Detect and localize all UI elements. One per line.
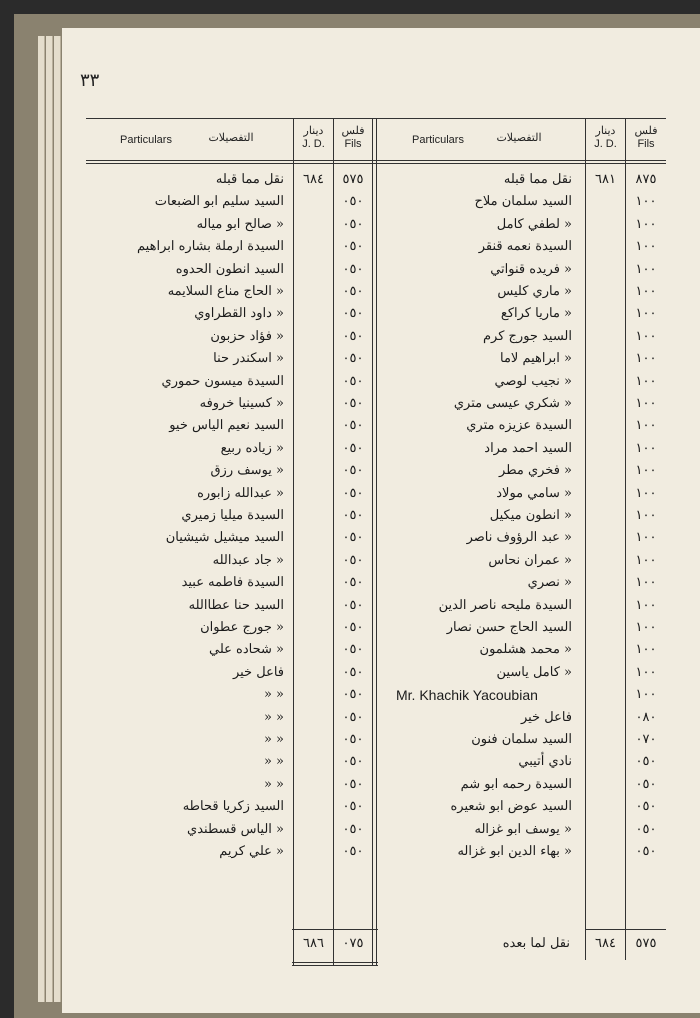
right-row-name: « محمد هشلمون	[479, 642, 572, 658]
header-fils-ar: فلس	[341, 125, 365, 137]
left-row-dinar	[294, 751, 333, 773]
right-row-dinar	[586, 572, 625, 594]
right-row-name: السيد سلمان ملاح	[474, 194, 572, 210]
page-edge	[38, 36, 45, 1002]
right-row-name: السيد سلمان فنون	[471, 732, 572, 747]
left-row-fils: ٠٥٠	[342, 642, 364, 658]
left-row-name: السيد حنا عطاالله	[188, 597, 284, 613]
right-row-name: « عبد الرؤوف ناصر	[466, 530, 572, 546]
left-row-dinar: ٦٨٤	[303, 172, 324, 187]
left-row-name: فاعل خير	[232, 664, 284, 680]
right-row-fils: ١٠٠	[635, 508, 657, 523]
left-total-rule-double	[292, 965, 378, 966]
left-row-name: « يوسف رزق	[210, 463, 284, 479]
left-row-fils: ٠٥٠	[342, 575, 364, 591]
left-total-fils: ٠٧٥	[342, 936, 364, 951]
right-row-dinar	[586, 550, 625, 572]
left-row-dinar	[294, 841, 333, 863]
right-header-dinar	[586, 125, 625, 151]
left-row-dinar	[294, 819, 333, 841]
right-row-fils: ١٠٠	[635, 664, 657, 680]
left-row-dinar	[294, 684, 333, 706]
left-row-fils: ٠٥٠	[342, 508, 364, 523]
right-row-fils: ١٠٠	[635, 440, 657, 456]
left-row-dinar	[294, 214, 333, 236]
right-row-fils: ١٠٠	[635, 396, 657, 411]
right-row-name: « سامي مولاد	[496, 485, 572, 501]
left-row-fils: ٠٥٠	[342, 687, 364, 703]
right-row-fils: ١٠٠	[635, 463, 657, 479]
left-row-dinar	[294, 572, 333, 594]
left-row-fils: ٠٥٠	[342, 664, 364, 680]
right-row-fils: ٠٥٠	[635, 821, 657, 837]
left-row-name: السيد سليم ابو الضبعات	[154, 194, 284, 210]
right-row-fils: ٨٧٥	[635, 172, 657, 187]
left-row-dinar	[294, 729, 333, 751]
right-row-dinar	[586, 326, 625, 348]
left-row-fils: ٠٥٠	[342, 351, 364, 367]
right-row-fils: ٠٥٠	[635, 844, 657, 859]
right-row-name: « بهاء الدين ابو غزاله	[457, 844, 572, 859]
right-header-particulars-en: Particulars	[412, 134, 464, 146]
right-row-fils: ١٠٠	[635, 687, 657, 703]
left-row-fils: ٠٥٠	[342, 485, 364, 501]
right-row-name: Mr. Khachik Yacoubian	[396, 687, 538, 704]
right-row-fils: ١٠٠	[635, 575, 657, 591]
left-total-rule-bottom	[292, 962, 378, 963]
right-row-name: « نصري	[527, 575, 572, 591]
left-row-fils: ٠٥٠	[342, 261, 364, 277]
left-row-dinar	[294, 438, 333, 460]
right-header-fils	[626, 125, 666, 151]
left-row-dinar	[294, 393, 333, 415]
right-row-dinar	[586, 729, 625, 751]
left-row-name: « عبدالله زابوره	[197, 485, 284, 501]
left-row-fils: ٠٥٠	[342, 552, 364, 568]
right-row-dinar	[586, 191, 625, 213]
right-row-name: السيد عوض ابو شعيره	[450, 799, 572, 815]
right-row-name: « ماريا كراكع	[500, 306, 572, 322]
left-row-name: السيدة فاطمه عبيد	[181, 575, 284, 591]
left-row-fils: ٠٥٠	[342, 328, 364, 344]
center-rule-double	[376, 118, 377, 966]
right-row-name: السيدة مليحه ناصر الدين	[438, 597, 572, 613]
left-row-dinar	[294, 303, 333, 325]
header-dinar-ar: دينار	[303, 125, 324, 137]
page-edge	[54, 36, 61, 1002]
right-row-fils: ١٠٠	[635, 530, 657, 546]
left-row-name: السيد زكريا قحاطه	[182, 799, 284, 815]
right-row-dinar	[586, 214, 625, 236]
left-row-name: « الياس قسطندي	[187, 821, 284, 837]
left-row-name: « فؤاد حزبون	[210, 328, 284, 344]
left-row-name: « «	[263, 687, 284, 703]
left-row-name: « زياده ربيع	[220, 440, 284, 456]
right-row-dinar	[586, 505, 625, 527]
right-row-dinar	[586, 460, 625, 482]
right-row-name: السيدة نعمه قنقر	[478, 239, 572, 255]
right-row-dinar	[586, 639, 625, 661]
page-edge	[46, 36, 53, 1002]
right-row-fils: ١٠٠	[635, 261, 657, 277]
left-row-dinar	[294, 639, 333, 661]
right-row-name: « ماري كليس	[497, 284, 572, 299]
right-row-name: « فريده قنواتي	[490, 261, 572, 277]
header-dinar-en: J. D.	[302, 138, 325, 150]
left-row-dinar	[294, 662, 333, 684]
right-row-dinar	[586, 819, 625, 841]
right-row-dinar	[586, 841, 625, 863]
right-row-dinar	[586, 371, 625, 393]
right-row-dinar	[586, 303, 625, 325]
left-row-dinar	[294, 259, 333, 281]
left-row-name: السيد ميشيل شيشيان	[165, 530, 284, 546]
left-row-fils: ٠٥٠	[342, 620, 364, 635]
right-row-fils: ١٠٠	[635, 552, 657, 568]
right-total-dinar: ٦٨٤	[595, 936, 616, 951]
right-total-fils: ٥٧٥	[635, 936, 657, 951]
left-row-fils: ٠٥٠	[342, 821, 364, 837]
left-header-particulars-en: Particulars	[120, 134, 172, 146]
right-row-fils: ١٠٠	[635, 216, 657, 232]
right-row-dinar	[586, 617, 625, 639]
right-row-name: السيد جورج كرم	[482, 328, 572, 344]
left-row-name: السيدة ارملة بشاره ابراهيم	[137, 239, 284, 255]
right-row-fils: ١٠٠	[635, 373, 657, 389]
right-row-dinar	[586, 662, 625, 684]
left-row-fils: ٠٥٠	[342, 194, 364, 210]
left-row-name: نقل مما قبله	[215, 172, 284, 187]
left-row-name: « جورج عطوان	[200, 620, 284, 635]
right-row-name: « انطون ميكيل	[489, 508, 572, 523]
header-dinar-ar: دينار	[595, 125, 616, 137]
left-row-dinar	[294, 527, 333, 549]
right-row-dinar	[586, 707, 625, 729]
right-row-dinar	[586, 281, 625, 303]
right-row-name: نقل مما قبله	[503, 172, 572, 187]
left-header-dinar	[294, 125, 333, 151]
right-row-name: « نجيب لوصي	[494, 373, 572, 389]
right-row-fils: ٠٥٠	[635, 776, 657, 792]
left-row-fils: ٠٥٠	[342, 373, 364, 389]
left-row-name: « داود القطراوي	[194, 306, 284, 322]
header-fils-ar: فلس	[634, 125, 658, 137]
left-row-fils: ٠٥٠	[342, 216, 364, 232]
left-row-fils: ٠٥٠	[342, 239, 364, 255]
right-row-fils: ١٠٠	[635, 328, 657, 344]
left-row-name: « شحاده علي	[209, 642, 284, 658]
left-row-dinar	[294, 617, 333, 639]
left-row-name: « «	[263, 732, 284, 747]
right-row-fils: ٠٥٠	[635, 799, 657, 815]
page-number: ٣٣	[80, 70, 100, 91]
right-row-name: « كامل ياسين	[496, 664, 572, 680]
right-header-particulars-ar: التفصيلات	[496, 132, 542, 144]
right-row-name: السيدة عزيزه متري	[466, 418, 572, 434]
right-row-name: السيد الحاج حسن نصار	[446, 620, 572, 635]
right-row-fils: ١٠٠	[635, 418, 657, 434]
right-row-fils: ١٠٠	[635, 597, 657, 613]
right-row-fils: ١٠٠	[635, 239, 657, 255]
header-dinar-en: J. D.	[594, 138, 617, 150]
right-row-dinar	[586, 684, 625, 706]
left-row-fils: ٠٥٠	[342, 709, 364, 725]
left-row-name: « «	[263, 709, 284, 725]
right-row-dinar	[586, 393, 625, 415]
left-row-fils: ٠٥٠	[342, 754, 364, 770]
left-row-name: « صالح ابو مياله	[196, 216, 284, 232]
left-row-fils: ٠٥٠	[342, 799, 364, 815]
right-row-dinar	[586, 259, 625, 281]
right-row-dinar	[586, 348, 625, 370]
left-row-dinar	[294, 550, 333, 572]
left-row-fils: ٥٧٥	[342, 172, 364, 187]
header-fils-en: Fils	[344, 138, 362, 150]
right-row-dinar	[586, 527, 625, 549]
right-row-dinar	[586, 774, 625, 796]
right-row-name: « فخري مطر	[499, 463, 572, 479]
left-row-name: السيدة ميسون حموري	[161, 373, 284, 389]
left-row-fils: ٠٥٠	[342, 776, 364, 792]
left-row-fils: ٠٥٠	[342, 306, 364, 322]
left-header-fils	[334, 125, 372, 151]
right-row-fils: ١٠٠	[635, 485, 657, 501]
left-row-fils: ٠٥٠	[342, 440, 364, 456]
left-total-rule	[292, 929, 378, 930]
left-row-name: السيد انطون الحدوه	[175, 261, 284, 277]
left-header-particulars-ar: التفصيلات	[208, 132, 254, 144]
right-row-fils: ١٠٠	[635, 284, 657, 299]
right-row-fils: ١٠٠	[635, 642, 657, 658]
right-row-name: « شكري عيسى متري	[453, 396, 572, 411]
right-row-fils: ١٠٠	[635, 194, 657, 210]
left-row-fils: ٠٥٠	[342, 396, 364, 411]
right-row-dinar	[586, 415, 625, 437]
left-row-name: « «	[263, 776, 284, 792]
left-row-dinar	[294, 595, 333, 617]
left-row-dinar	[294, 707, 333, 729]
left-row-dinar	[294, 326, 333, 348]
right-row-dinar	[586, 595, 625, 617]
right-row-name: « لطفي كامل	[496, 216, 572, 232]
right-row-dinar	[586, 236, 625, 258]
left-row-name: « اسكندر حنا	[213, 351, 284, 367]
left-row-name: « علي كريم	[219, 844, 284, 859]
right-row-fils: ٠٥٠	[635, 754, 657, 770]
right-row-dinar	[586, 438, 625, 460]
left-row-dinar	[294, 236, 333, 258]
right-row-name: نادي أتيبي	[518, 754, 572, 770]
header-fils-en: Fils	[637, 138, 655, 150]
left-row-dinar	[294, 796, 333, 818]
left-row-name: « جاد عبدالله	[212, 552, 284, 568]
right-row-dinar: ٦٨١	[595, 172, 616, 187]
left-row-dinar	[294, 371, 333, 393]
left-row-dinar	[294, 348, 333, 370]
right-total-label: نقل لما بعده	[502, 936, 570, 951]
right-row-fils: ١٠٠	[635, 620, 657, 635]
left-row-dinar	[294, 483, 333, 505]
right-row-name: فاعل خير	[520, 709, 572, 725]
left-row-fils: ٠٥٠	[342, 597, 364, 613]
right-row-dinar	[586, 751, 625, 773]
left-row-fils: ٠٥٠	[342, 530, 364, 546]
right-row-fils: ١٠٠	[635, 351, 657, 367]
left-row-fils: ٠٥٠	[342, 844, 364, 859]
left-row-dinar	[294, 774, 333, 796]
left-row-dinar	[294, 415, 333, 437]
left-row-name: « «	[263, 754, 284, 770]
left-row-name: « الحاج مناع السلايمه	[167, 284, 284, 299]
right-row-name: « عمران نحاس	[488, 552, 572, 568]
left-row-name: السيد نعيم الياس خيو	[169, 418, 284, 434]
left-row-dinar	[294, 505, 333, 527]
left-row-fils: ٠٥٠	[342, 418, 364, 434]
right-row-name: « يوسف ابو غزاله	[474, 821, 572, 837]
right-row-name: « ابراهيم لاما	[499, 351, 572, 367]
right-row-dinar	[586, 483, 625, 505]
left-row-dinar	[294, 191, 333, 213]
center-rule	[372, 118, 373, 966]
left-row-dinar	[294, 281, 333, 303]
right-row-dinar	[586, 796, 625, 818]
left-row-fils: ٠٥٠	[342, 284, 364, 299]
left-row-fils: ٠٥٠	[342, 463, 364, 479]
left-row-name: السيدة ميليا زميري	[181, 508, 284, 523]
right-row-fils: ١٠٠	[635, 306, 657, 322]
right-row-name: السيد احمد مراد	[484, 440, 572, 456]
right-row-name: السيدة رحمه ابو شم	[460, 776, 572, 792]
left-row-dinar	[294, 460, 333, 482]
left-total-dinar: ٦٨٦	[303, 936, 324, 951]
left-row-name: « كسينيا خروفه	[199, 396, 284, 411]
right-row-fils: ٠٨٠	[635, 709, 657, 725]
right-row-fils: ٠٧٠	[635, 732, 657, 747]
left-row-fils: ٠٥٠	[342, 732, 364, 747]
